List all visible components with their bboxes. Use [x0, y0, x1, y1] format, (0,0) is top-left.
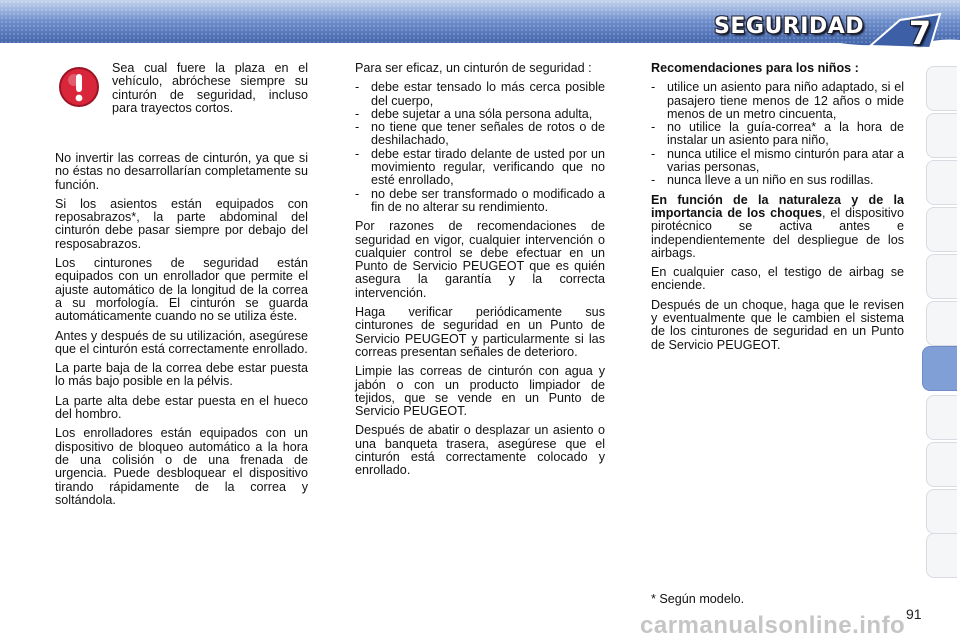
children-recommendations-list — [651, 81, 904, 187]
list-item: - debe estar tensado lo más cerca posible del cuerpo, — [355, 81, 605, 108]
list-item: - debe estar tirado delante de usted por un movimiento regular, verificando que no esté enrollado, — [355, 148, 605, 188]
paragraph: Haga verificar periódicamente sus cinturones de seguridad en un Punto de Servicio PEUGEOT y particularmente si las correas presentan señales de deterioro. — [355, 305, 605, 359]
list-item: - utilice un asiento para niño adaptado, si el pasajero tiene menos de 12 años o mide menos de un metro cincuenta, — [651, 81, 904, 121]
page-number: 91 — [906, 606, 922, 622]
column-3 — [651, 62, 904, 358]
column-1 — [55, 152, 308, 513]
warning-text: Sea cual fuere la plaza en el vehículo, abróchese siempre su cinturón de seguridad, incluso para trayectos cortos. — [112, 61, 308, 115]
exclamation-warning-icon — [58, 66, 100, 108]
chapter-tab[interactable] — [926, 442, 957, 487]
list-item: - nunca utilice el mismo cinturón para atar a varias personas, — [651, 148, 904, 175]
paragraph: No invertir las correas de cinturón, ya que si no éstas no desarrollarían completamente su función. — [55, 151, 308, 192]
chapter-tab[interactable] — [926, 113, 957, 158]
chapter-tab[interactable] — [926, 160, 957, 205]
paragraph: Los cinturones de seguridad están equipados con un enrollador que permite el ajuste automático de la longitud de la correa a su morfología. El cinturón se guarda automáticamente cuando no se utiliza éste. — [55, 256, 308, 324]
paragraph: Antes y después de su utilización, asegúrese que el cinturón está correctamente enrollado. — [55, 328, 308, 356]
chapter-tabs — [926, 66, 960, 576]
page-header — [0, 0, 960, 52]
paragraph: Si los asientos están equipados con reposabrazos*, la parte abdominal del cinturón debe pasar siempre por debajo del resposabrazos. — [55, 196, 308, 251]
list-item: - debe sujetar a una sóla persona adulta, — [355, 108, 605, 121]
chapter-tab[interactable] — [926, 254, 957, 299]
chapter-number: 7 — [908, 14, 932, 52]
chapter-tab[interactable] — [926, 395, 957, 440]
paragraph: Después de abatir o desplazar un asiento o una banqueta trasera, asegúrese que el cinturón está correctamente colocado y enrollado. — [355, 423, 605, 478]
airbag-bold-lead: En función de la naturaleza y de la importancia de los choques — [651, 192, 904, 220]
paragraph: La parte alta debe estar puesta en el hueco del hombro. — [55, 393, 308, 422]
paragraph: Los enrolladores están equipados con un dispositivo de bloqueo automático a la hora de una colisión o de una frenada de urgencia. Puede desbloquear el dispositivo tirando rápidamente de la correa y soltándola. — [55, 426, 308, 507]
intro-text: Para ser eficaz, un cinturón de seguridad : — [355, 61, 592, 75]
chapter-tab[interactable] — [926, 301, 957, 346]
warning-note — [112, 62, 308, 115]
children-recommendations-title: Recomendaciones para los niños : — [651, 61, 859, 75]
paragraph: Limpie las correas de cinturón con agua y jabón o con un producto limpiador de tejidos, que se vende en un Punto de Servicio PEUGEOT. — [355, 364, 605, 419]
list-item: - no tiene que tener señales de rotos o de deshilachado, — [355, 121, 605, 148]
chapter-tab[interactable] — [926, 207, 957, 252]
list-item: - no utilice la guía-correa* a la hora de instalar un asiento para niño, — [651, 121, 904, 148]
watermark: carmanualsonline.info — [640, 612, 906, 639]
airbag-text: , el dispositivo pirotécnico se activa antes e independientemente del despliegue de los airbags. — [651, 205, 904, 260]
chapter-tab[interactable] — [926, 533, 957, 578]
list-item: - nunca lleve a un niño en sus rodillas. — [651, 174, 904, 187]
belt-requirements-list — [355, 81, 605, 214]
column-2 — [355, 62, 605, 484]
chapter-tab[interactable] — [926, 489, 957, 534]
paragraph: La parte baja de la correa debe estar puesta lo más bajo posible en la pélvis. — [55, 361, 308, 389]
paragraph: Después de un choque, haga que le revisen y eventualmente que le cambien el sistema de los cinturones de seguridad en un Punto de Servicio PEUGEOT. — [651, 297, 904, 352]
chapter-tab[interactable] — [926, 66, 957, 111]
section-title: SEGURIDAD — [714, 14, 864, 39]
paragraph: Por razones de recomendaciones de seguridad en vigor, cualquier intervención o cualquier control se debe efectuar en un Punto de Servicio PEUGEOT que es quién asegura la garantía y la correcta intervención. — [355, 219, 605, 300]
list-item: - no debe ser transformado o modificado a fin de no alterar su rendimiento. — [355, 188, 605, 215]
airbag-paragraph — [651, 194, 904, 260]
chapter-tab-active[interactable] — [922, 346, 957, 391]
footnote: * Según modelo. — [651, 592, 745, 606]
paragraph: En cualquier caso, el testigo de airbag se enciende. — [651, 265, 904, 293]
